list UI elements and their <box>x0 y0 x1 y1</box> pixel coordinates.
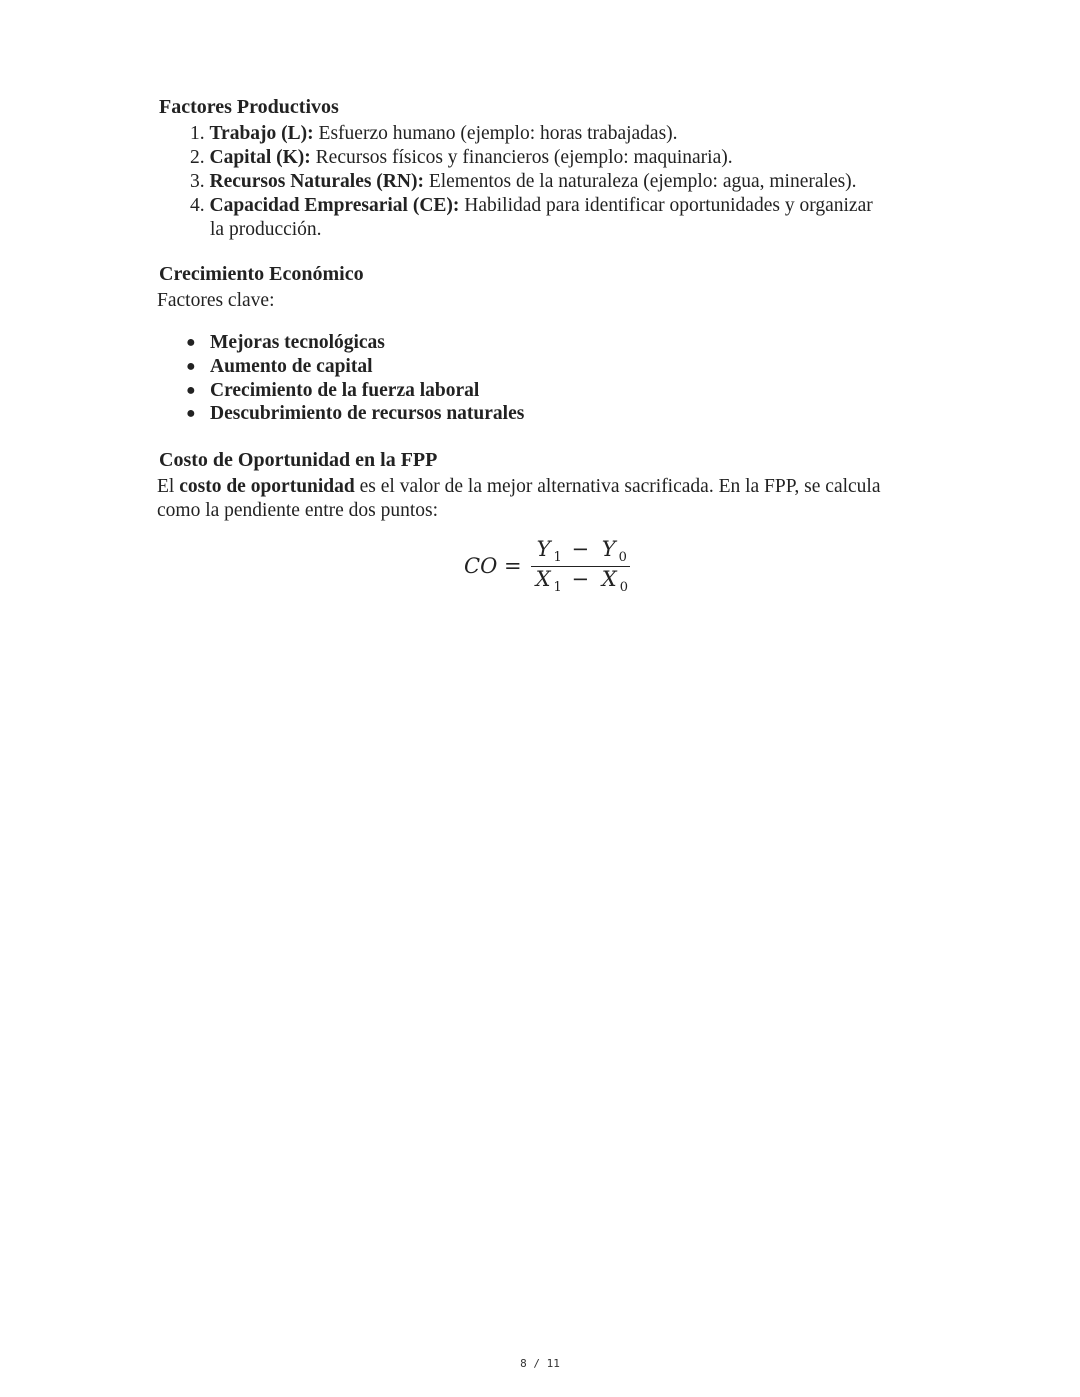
paragraph-text: es el valor de la mejor alternativa sacrificada. En la FPP, se calcula <box>354 476 881 497</box>
item-text: Habilidad para identificar oportunidades y organizar <box>459 195 873 216</box>
item-number: 2. <box>190 147 205 168</box>
bullet-icon: ● <box>186 358 196 375</box>
op: − <box>564 537 596 561</box>
item-term: Trabajo (L): <box>209 123 314 144</box>
formula-numerator <box>531 537 630 567</box>
var: Y <box>536 537 551 561</box>
list-item <box>190 123 678 145</box>
sub: 0 <box>618 550 627 566</box>
intro-text: Factores clave: <box>157 290 275 311</box>
formula-lhs: CO = <box>464 554 522 579</box>
list-item <box>190 171 857 193</box>
bullet-item: Mejoras tecnológicas <box>210 332 385 353</box>
bullet-item: Descubrimiento de recursos naturales <box>210 403 525 424</box>
formula-denominator <box>530 567 631 595</box>
paragraph <box>157 476 881 498</box>
bullet-icon: ● <box>186 405 196 422</box>
item-text: Recursos físicos y financieros (ejemplo: maquinaria). <box>310 147 733 168</box>
list-item-continuation: la producción. <box>210 219 322 240</box>
item-text: Elementos de la naturaleza (ejemplo: agua, minerales). <box>423 171 857 192</box>
var: Y <box>601 537 616 561</box>
item-term: Capital (K): <box>209 147 311 168</box>
item-term: Capacidad Empresarial (CE): <box>209 195 460 216</box>
opportunity-cost-formula <box>464 537 631 595</box>
item-text: Esfuerzo humano (ejemplo: horas trabajadas). <box>313 123 678 144</box>
item-term: Recursos Naturales (RN): <box>209 171 424 192</box>
list-item <box>190 147 733 169</box>
paragraph-bold: costo de oportunidad <box>179 476 355 497</box>
bullet-icon: ● <box>186 334 196 351</box>
list-item <box>190 195 873 217</box>
heading-costo-oportunidad: Costo de Oportunidad en la FPP <box>159 449 438 471</box>
heading-crecimiento-economico: Crecimiento Económico <box>159 263 364 285</box>
item-number: 4. <box>190 195 205 216</box>
bullet-item: Aumento de capital <box>210 356 373 377</box>
heading-factores-productivos: Factores Productivos <box>159 96 339 118</box>
bullet-icon: ● <box>186 382 196 399</box>
page-number: 8 / 11 <box>520 1357 560 1370</box>
item-number: 3. <box>190 171 205 192</box>
sub: 1 <box>553 550 562 566</box>
var: X <box>601 567 617 592</box>
paragraph-continuation: como la pendiente entre dos puntos: <box>157 500 439 521</box>
sub: 1 <box>553 580 562 596</box>
bullet-item: Crecimiento de la fuerza laboral <box>210 380 480 401</box>
formula-fraction <box>530 537 631 595</box>
var: X <box>535 567 551 592</box>
sub: 0 <box>619 580 628 596</box>
op: − <box>564 567 596 592</box>
item-number: 1. <box>190 123 205 144</box>
paragraph-text: El <box>157 476 180 497</box>
